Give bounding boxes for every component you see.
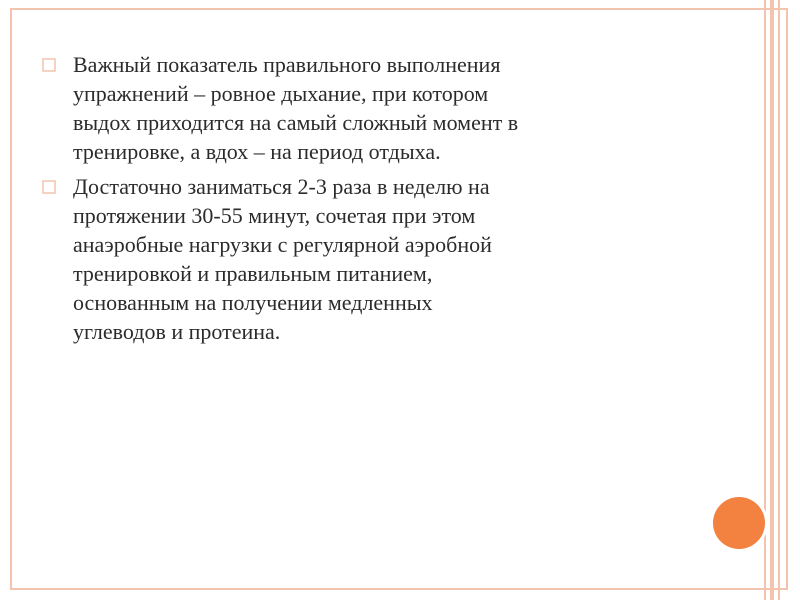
bullet-item-2 [40, 172, 740, 346]
bullet-text: Достаточно заниматься 2-3 раза в неделю на протяжении 30-55 минут, сочетая при этом анаэробные нагрузки с регулярной аэробной тренировкой и правильным питанием, основанным на получении медленных углеводов и протеина. [73, 174, 492, 344]
bullet-text: Важный показатель правильного выполнения упражнений – ровное дыхание, при котором выдох приходится на самый сложный момент в тренировке, а вдох – на период отдыха. [73, 52, 519, 164]
hollow-square-bullet-icon [42, 180, 56, 194]
decorative-stripe-3 [778, 0, 780, 600]
orange-circle-decoration [713, 497, 765, 549]
bullet-list [40, 50, 740, 346]
slide-content [40, 50, 740, 352]
decorative-stripe-1 [764, 0, 766, 600]
hollow-square-bullet-icon [42, 58, 56, 72]
decorative-stripe-2 [770, 0, 774, 600]
bullet-item-1 [40, 50, 740, 166]
